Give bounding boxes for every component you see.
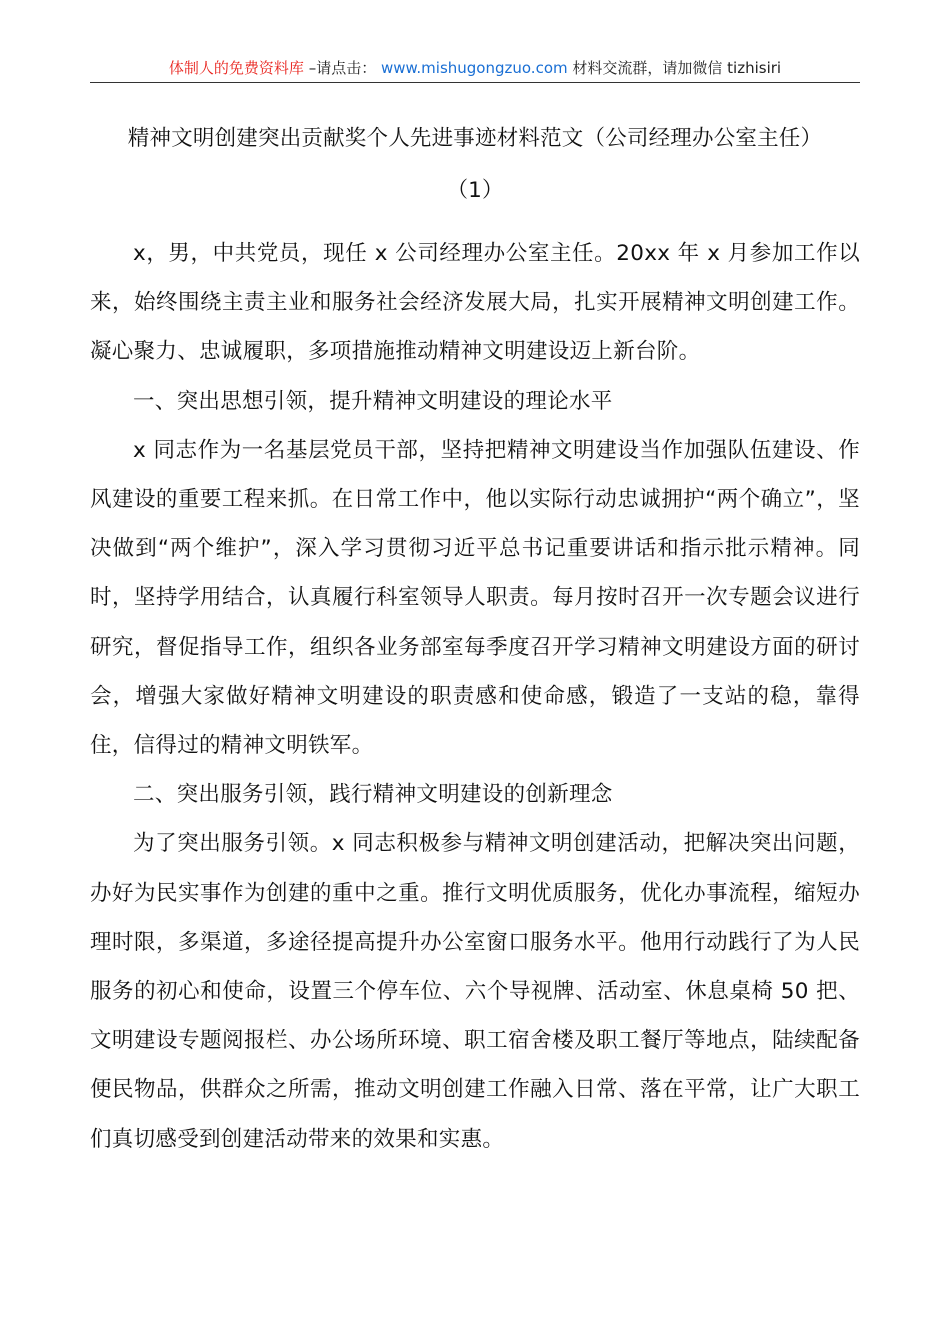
header-contact-note: 材料交流群，请加微信 tizhisiri (572, 59, 782, 77)
section-heading-1: 一、突出思想引领，提升精神文明建设的理论水平 (133, 388, 613, 414)
document-title-number: （1） (446, 178, 504, 203)
section-heading-2: 二、突出服务引领，践行精神文明建设的创新理念 (133, 782, 613, 808)
header-url-link[interactable]: www.mishugongzuo.com (380, 59, 568, 77)
page-header-banner (90, 58, 860, 83)
header-prompt: –请点击： (308, 59, 377, 77)
paragraph-section-2: 为了突出服务引领。x 同志积极参与精神文明创建活动，把解决突出问题，办好为民实事作为创建的重中之重。推行文明优质服务，优化办事流程，缩短办理时限，多渠道，多途径提高提升办公室窗口服务水平。他用行动践行了为人民服务的初心和使命，设置三个停车位、六个导视牌、活动室、休息桌椅 50 把、文明建设专题阅报栏、办公场所环境、职工宿舍楼及职工餐厅等地点，陆续配备便民物品，供群众之所需，推动文明创建工作融入日常、落在平常，让广大职工们真切感受到创建活动带来的效果和实惠。 (90, 831, 860, 1152)
document-body (90, 229, 860, 1164)
paragraph-intro: x，男，中共党员，现任 x 公司经理办公室主任。20xx 年 x 月参加工作以来，始终围绕主责主业和服务社会经济发展大局，扎实开展精神文明创建工作。凝心聚力、忠诚履职，多项措施推动精神文明建设迈上新台阶。 (90, 241, 860, 365)
paragraph-section-1: x 同志作为一名基层党员干部，坚持把精神文明建设当作加强队伍建设、作风建设的重要工程来抓。在日常工作中，他以实际行动忠诚拥护“两个确立”，坚决做到“两个维护”，深入学习贯彻习近平总书记重要讲话和指示批示精神。同时，坚持学用结合，认真履行科室领导人职责。每月按时召开一次专题会议进行研究，督促指导工作，组织各业务部室每季度召开学习精神文明建设方面的研讨会，增强大家做好精神文明建设的职责感和使命感，锻造了一支站的稳，靠得住，信得过的精神文明铁军。 (90, 437, 860, 759)
header-brand: 体制人的免费资料库 (168, 59, 304, 77)
document-title: 精神文明创建突出贡献奖个人先进事迹材料范文（公司经理办公室主任） (127, 126, 823, 151)
